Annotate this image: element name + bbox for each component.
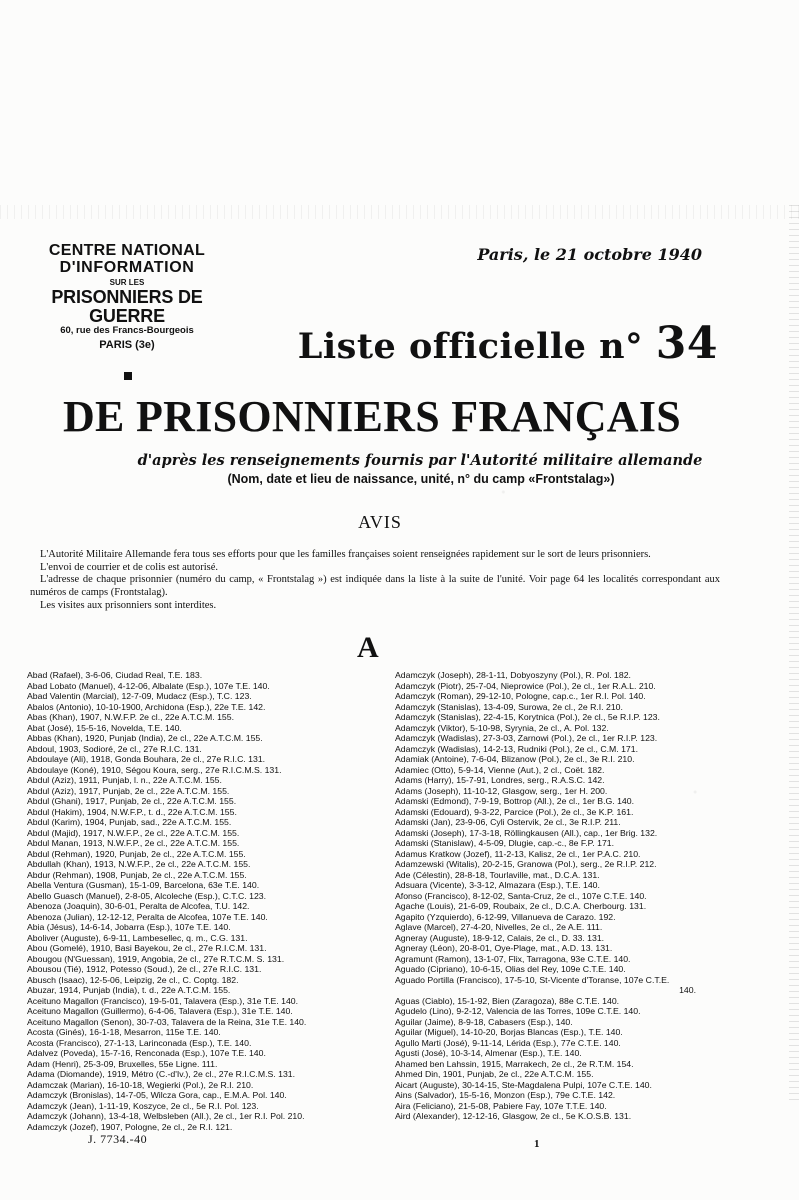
list-item: Afonso (Francisco), 8-12-02, Santa-Cruz, 2e cl., 107e C.T.E. 140.	[395, 890, 647, 901]
list-item: Aglave (Marcel), 27-4-20, Nivelles, 2e cl., 2e A.E. 111.	[395, 922, 603, 932]
list-item: Aboliver (Auguste), 6-9-11, Lambesellec, q. m., C.G. 131.	[27, 932, 248, 943]
list-item: Adalvez (Poveda), 15-7-16, Renconada (Esp.), 107e T.E. 140.	[27, 1048, 266, 1058]
avis-paragraph: Les visites aux prisonniers sont interdites.	[40, 599, 217, 611]
list-item: Abusch (Isaac), 12-5-06, Leipzig, 2e cl., C. Coptg. 182.	[27, 974, 239, 985]
avis-paragraph: L'adresse de chaque prisonnier (numéro du camp, « Frontstalag ») est indiquée dans la liste à la suite de l'unité. Voir page 64 les localités correspondant aux numéros de camps (Frontstalag).	[30, 574, 720, 599]
scan-noise-top	[0, 205, 799, 219]
list-item: Abenoza (Joaquin), 30-6-01, Peralta de Alcofea, T.U. 142.	[27, 901, 250, 911]
organization-block	[18, 243, 236, 351]
list-item: Abenoza (Julian), 12-12-12, Peralta de Alcofea, 107e T.E. 140.	[27, 911, 268, 922]
list-item: Aird (Alexander), 12-12-16, Glasgow, 2e cl., 5e K.O.S.B. 131.	[395, 1111, 632, 1121]
list-item: Abdul (Rehman), 1920, Punjab, 2e cl., 22e A.T.C.M. 155.	[27, 848, 246, 859]
list-number: 34	[655, 318, 718, 369]
list-item: Adamczyk (Roman), 29-12-10, Pologne, cap.c., 1er R.I. Pol. 140.	[395, 691, 646, 701]
list-item: Abou (Gomelé), 1910, Basi Bayekou, 2e cl., 27e R.I.C.M. 131.	[27, 943, 267, 953]
list-item: Adamczyk (Jozef), 1907, Pologne, 2e cl., 2e R.I. 121.	[27, 1121, 233, 1132]
list-item: Adamiec (Otto), 5-9-14, Vienne (Aut.), 2 cl., Coët. 182.	[395, 764, 605, 775]
list-item: Agullo Marti (José), 9-11-14, Lérida (Esp.), 77e C.T.E. 140.	[395, 1037, 621, 1048]
list-item: Agramunt (Ramon), 13-1-07, Flix, Tarragona, 93e C.T.E. 140.	[395, 953, 631, 964]
list-title	[226, 318, 718, 369]
list-item: Adams (Joseph), 11-10-12, Glasgow, serg., 1er H. 200.	[395, 785, 608, 796]
org-line2: D'INFORMATION	[59, 258, 195, 276]
list-item: Adam (Henri), 25-3-09, Bruxelles, 55e Ligne. 111.	[27, 1058, 218, 1069]
list-item: Abalos (Antonio), 10-10-1900, Archidona (Esp.), 22e T.E. 142.	[27, 701, 266, 712]
list-item: Aguado (Cipriano), 10-6-15, Olias del Rey, 109e C.T.E. 140.	[395, 964, 626, 974]
list-item: Adams (Harry), 15-7-91, Londres, serg., R.A.S.C. 142.	[395, 775, 605, 785]
list-item: Acosta (Francisco), 27-1-13, Larinconada (Esp.), T.E. 140.	[27, 1037, 252, 1048]
main-title: DE PRISONNIERS FRANÇAIS	[62, 392, 682, 441]
subtitle: d'après les renseignements fournis par l'Autorité militaire allemande	[137, 452, 703, 469]
list-item: Abdul (Karim), 1904, Punjab, sad., 22e A.T.C.M. 155.	[27, 817, 232, 827]
list-item: Aceituno Magallon (Guillermo), 6-4-06, Talavera (Esp.), 31e T.E. 140.	[27, 1006, 293, 1016]
list-item: Adamus Kratkow (Jozef), 11-2-13, Kalisz, 2e cl., 1er P.A.C. 210.	[395, 848, 641, 859]
list-item: Agneray (Léon), 20-8-01, Oye-Plage, mat., A.D. 13. 131.	[395, 943, 613, 953]
list-item: Adamczyk (Stanislas), 22-4-15, Korytnica (Pol.), 2e cl., 5e R.I.P. 123.	[395, 712, 660, 722]
prisoner-list-left	[27, 670, 387, 1132]
subtitle-parenthetical: (Nom, date et lieu de naissance, unité, n° du camp «Frontstalag»)	[227, 472, 615, 486]
avis-title: AVIS	[358, 512, 402, 532]
list-item: Abdoul, 1903, Sodioré, 2e cl., 27e R.I.C. 131.	[27, 743, 202, 754]
list-item: Adamiak (Antoine), 7-6-04, Blizanow (Pol.), 2e cl., 3e R.I. 210.	[395, 754, 635, 764]
list-item: Abdoulaye (Koné), 1910, Ségou Koura, serg., 27e R.I.C.M.S. 131.	[27, 764, 282, 775]
list-item: Abdul (Aziz), 1917, Punjab, 2e cl., 22e A.T.C.M. 155.	[27, 785, 230, 796]
list-item: Abad (Rafael), 3-6-06, Ciudad Real, T.E. 183.	[27, 670, 203, 680]
list-item: Agneray (Auguste), 18-9-12, Calais, 2e cl., D. 33. 131.	[395, 932, 605, 943]
list-item: Adamczyk (Piotr), 25-7-04, Nieprowice (Pol.), 2e cl., 1er R.A.L. 210.	[395, 680, 656, 691]
list-item: Abdur (Rehman), 1908, Punjab, 2e cl., 22e A.T.C.M. 155.	[27, 869, 247, 880]
list-item: Aguado Portilla (Francisco), 17-5-10, St-Vicente d'Toranse, 107e C.T.E.	[395, 974, 670, 985]
list-item: Abousou (Tié), 1912, Potesso (Soud.), 2e cl., 27e R.I.C. 131.	[27, 964, 262, 974]
scan-noise-edge	[789, 205, 799, 1105]
section-letter: A	[357, 631, 379, 664]
list-item: Adamczyk (Bronislas), 14-7-05, Wilcza Gora, cap., E.M.A. Pol. 140.	[27, 1090, 287, 1100]
list-item: Abdul (Aziz), 1911, Punjab, l. n., 22e A.T.C.M. 155.	[27, 775, 222, 785]
list-item: Abdul (Ghani), 1917, Punjab, 2e cl., 22e A.T.C.M. 155.	[27, 796, 237, 806]
list-item: Abas (Khan), 1907, N.W.F.P. 2e cl., 22e A.T.C.M. 155.	[27, 712, 234, 722]
list-item: Adamski (Jan), 23-9-06, Cyli Ostervik, 2e cl., 3e R.I.P. 211.	[395, 817, 621, 827]
list-item: Adamczyk (Viktor), 5-10-98, Syrynia, 2e cl., A. Pol. 132.	[395, 722, 609, 733]
list-item: Adamzewski (Witalis), 20-2-15, Granowa (Pol.), serg., 2e R.I.P. 212.	[395, 859, 657, 869]
list-item: Abougou (N'Guessan), 1919, Angobia, 2e cl., 27e R.T.C.M. S. 131.	[27, 953, 285, 964]
list-item: Agusti (José), 10-3-14, Almenar (Esp.), T.E. 140.	[395, 1048, 582, 1058]
list-item: Abia (Jésus), 14-6-14, Jobarra (Esp.), 107e T.E. 140.	[27, 922, 231, 932]
print-reference: J. 7734.-40	[88, 1132, 148, 1146]
list-item: Agache (Louis), 21-6-09, Roubaix, 2e cl., D.C.A. Cherbourg. 131.	[395, 901, 647, 911]
avis-paragraph: L'envoi de courrier et de colis est autorisé.	[40, 561, 218, 573]
prisoner-list-right	[395, 670, 700, 1122]
page-number: 1	[534, 1138, 540, 1150]
avis-body	[30, 549, 720, 613]
list-item: Abat (José), 15-5-16, Novelda, T.E. 140.	[27, 722, 182, 733]
list-item: 140.	[679, 985, 696, 995]
list-item: Adama (Diomande), 1919, Métro (C.-d'Iv.), 2e cl., 27e R.I.C.M.S. 131.	[27, 1069, 296, 1079]
list-item: Abuzar, 1914, Punjab (India), t. d., 22e A.T.C.M. 155.	[27, 985, 231, 995]
list-item: Adamczyk (Stanislas), 13-4-09, Surowa, 2e cl., 2e R.I. 210.	[395, 701, 623, 712]
list-item: Aicart (Auguste), 30-14-15, Ste-Magdalena Pulpi, 107e C.T.E. 140.	[395, 1079, 652, 1090]
list-item: Adamczyk (Wadislas), 27-3-03, Zarnowi (Pol.), 2e cl., 1er R.I.P. 123.	[395, 733, 658, 743]
list-item: Aceituno Magallon (Senon), 30-7-03, Talavera de la Reina, 31e T.E. 140.	[27, 1016, 307, 1027]
list-item: Abdul (Hakim), 1904, N.W.F.P., t. d., 22e A.T.C.M. 155.	[27, 806, 237, 817]
list-item: Aceituno Magallon (Francisco), 19-5-01, Talavera (Esp.), 31e T.E. 140.	[27, 995, 299, 1006]
org-line4: PRISONNIERS DE GUERRE	[51, 286, 203, 326]
list-item: Aguas (Ciablo), 15-1-92, Bien (Zaragoza), 88e C.T.E. 140.	[395, 995, 620, 1006]
list-item: Adamczyk (Joseph), 28-1-11, Dobyoszyny (Pol.), R. Pol. 182.	[395, 670, 631, 680]
list-item: Abad Valentin (Marcial), 12-7-09, Mudacz (Esp.), T.C. 123.	[27, 691, 252, 701]
list-item: Abdul Manan, 1913, N.W.F.P., 2e cl., 22e A.T.C.M. 155.	[27, 838, 240, 848]
list-item: Abdoulaye (Ali), 1918, Gonda Bouhara, 2e cl., 27e R.I.C. 131.	[27, 754, 266, 764]
list-item: Ains (Salvador), 15-5-16, Monzon (Esp.), 79e C.T.E. 142.	[395, 1090, 616, 1100]
dateline: Paris, le 21 octobre 1940	[477, 245, 702, 264]
list-item: Adamski (Joseph), 17-3-18, Röllingkausen (All.), cap., 1er Brig. 132.	[395, 827, 658, 838]
org-line3: SUR LES	[109, 277, 145, 287]
list-item: Aguilar (Miguel), 14-10-20, Borjas Blancas (Esp.), T.E. 140.	[395, 1027, 623, 1037]
list-title-text: Liste officielle n°	[297, 326, 644, 367]
org-address: 60, rue des Francs-Bourgeois	[60, 324, 194, 336]
list-item: Adamczak (Marian), 16-10-18, Wegierki (Pol.), 2e R.I. 210.	[27, 1079, 254, 1090]
list-item: Abbas (Khan), 1920, Punjab (India), 2e cl., 22e A.T.C.M. 155.	[27, 733, 263, 743]
list-item: Abello Guasch (Manuel), 2-8-05, Alcoleche (Esp.), C.T.C. 123.	[27, 890, 267, 901]
list-item: Adamczyk (Johann), 13-4-18, Welbsleben (All.), 2e cl., 1er R.I. Pol. 210.	[27, 1111, 305, 1121]
list-item: Acosta (Ginés), 16-1-18, Mesarron, 115e T.E. 140.	[27, 1027, 221, 1037]
list-item: Ahamed ben Lahssin, 1915, Marrakech, 2e cl., 2e R.T.M. 154.	[395, 1058, 634, 1069]
list-item: Aguilar (Jaime), 8-9-18, Cabasers (Esp.), 140.	[395, 1016, 573, 1027]
list-item: Ade (Célestin), 28-8-18, Tourlaville, mat., D.C.A. 131.	[395, 869, 600, 880]
org-city: PARIS (3e)	[99, 338, 155, 351]
list-item: Ahmed Din, 1901, Punjab, 2e cl., 22e A.T.C.M. 155.	[395, 1069, 594, 1079]
list-item: Adamski (Stanislaw), 4-5-09, Dlugie, cap.-c., 8e F.P. 171.	[395, 838, 615, 848]
list-item: Agudelo (Lino), 9-2-12, Valencia de las Torres, 109e C.T.E. 140.	[395, 1006, 641, 1016]
list-item: Adamczyk (Wadislas), 14-2-13, Rudniki (Pol.), 2e cl., C.M. 171.	[395, 743, 639, 754]
list-item: Abella Ventura (Gusman), 15-1-09, Barcelona, 63e T.E. 140.	[27, 880, 260, 890]
list-item: Agapito (Yzquierdo), 6-12-99, Villanueva de Carazo. 192.	[395, 911, 616, 922]
avis-paragraph: L'Autorité Militaire Allemande fera tous ses efforts pour que les familles françaises soient renseignées rapidement sur le sort de leurs prisonniers.	[40, 549, 651, 560]
list-item: Adamski (Edouard), 9-3-22, Parcice (Pol.), 2e cl., 3e K.P. 161.	[395, 806, 634, 817]
list-item: Abad Lobato (Manuel), 4-12-06, Albalate (Esp.), 107e T.E. 140.	[27, 680, 270, 691]
list-item: Adamski (Edmond), 7-9-19, Bottrop (All.), 2e cl., 1er B.G. 140.	[395, 796, 635, 806]
list-item: Abdullah (Khan), 1913, N.W.F.P., 2e cl., 22e A.T.C.M. 155.	[27, 859, 251, 869]
list-item: Adsuara (Vicente), 3-3-12, Almazara (Esp.), T.E. 140.	[395, 880, 600, 890]
list-item: Abdul (Majid), 1917, N.W.F.P., 2e cl., 22e A.T.C.M. 155.	[27, 827, 240, 838]
square-bullet-icon	[124, 372, 132, 380]
org-line1: CENTRE NATIONAL	[48, 242, 206, 259]
list-item: Aira (Feliciano), 21-5-08, Pabiere Fay, 107e T.T.E. 140.	[395, 1100, 607, 1111]
list-item: Adamczyk (Jean), 1-11-19, Koszyce, 2e cl., 5e R.I. Pol. 123.	[27, 1100, 259, 1111]
